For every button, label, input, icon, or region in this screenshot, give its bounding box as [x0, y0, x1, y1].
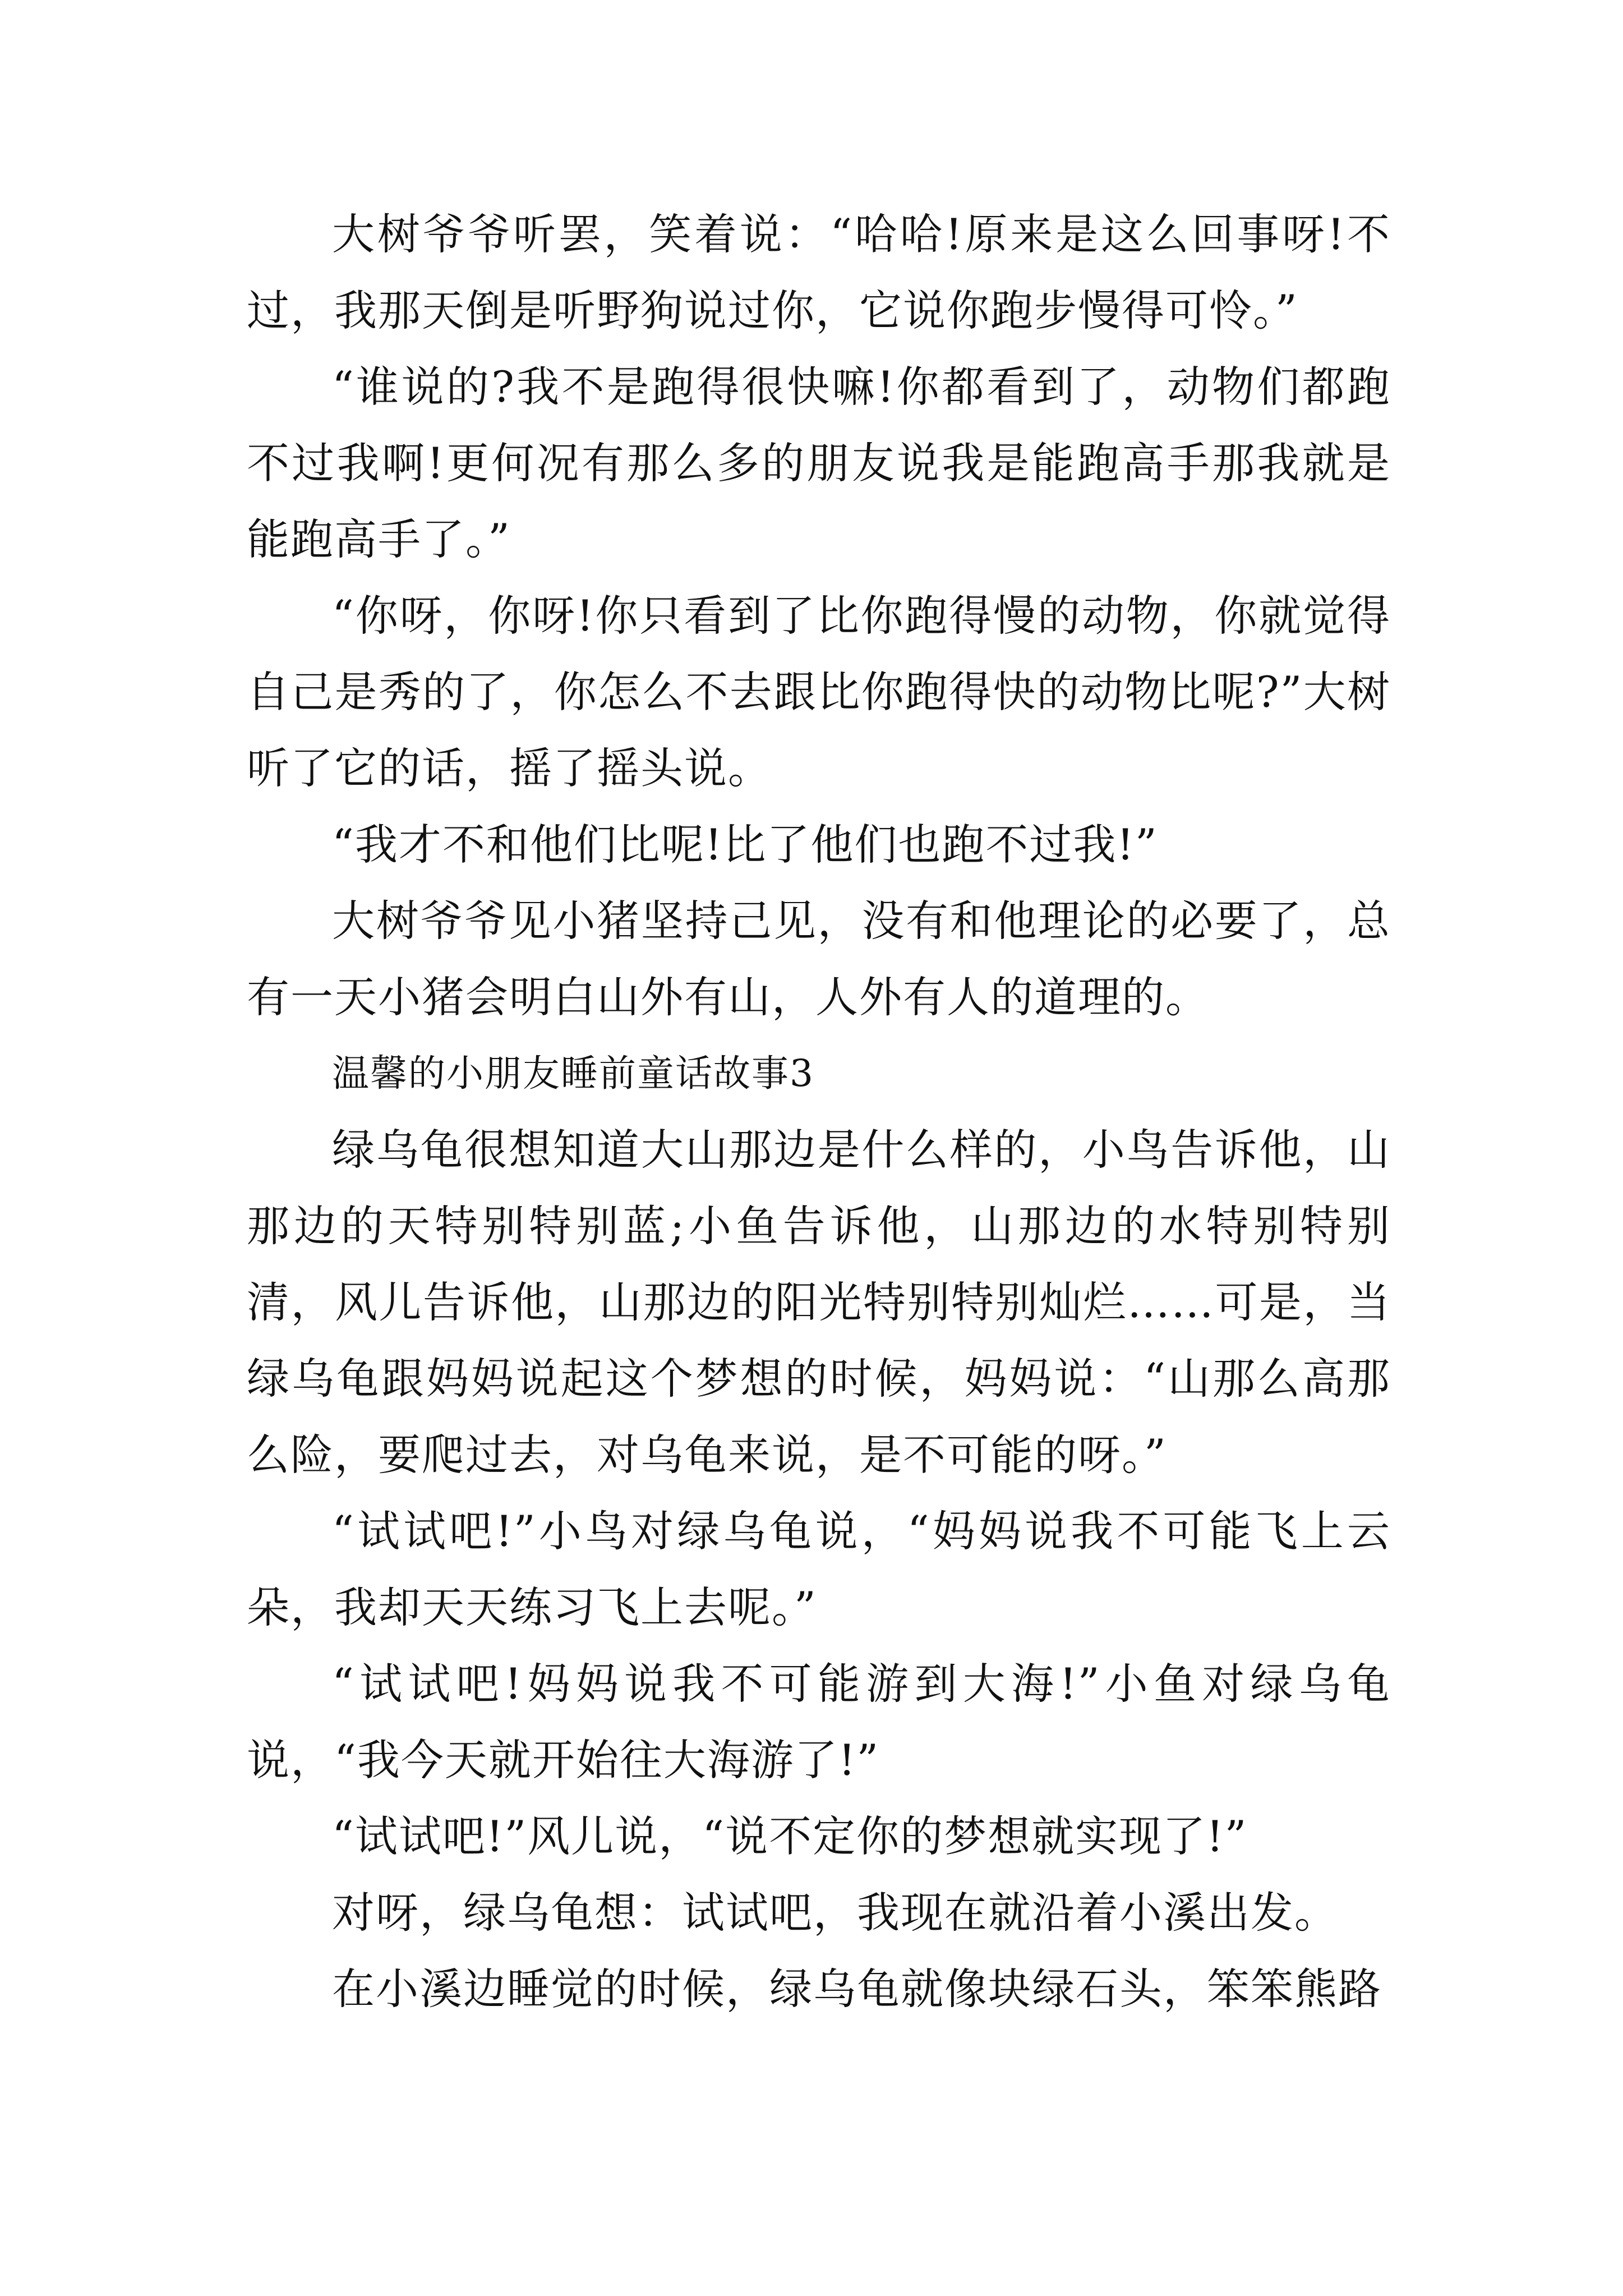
document-body — [247, 196, 1391, 2027]
section-heading: 温馨的小朋友睡前童话故事3 — [332, 1052, 814, 1095]
paragraph: 绿乌龟很想知道大山那边是什么样的，小鸟告诉他，山那边的天特别特别蓝;小鱼告诉他，山那边的水特别特别清，风儿告诉他，山那边的阳光特别特别灿烂……可是，当绿乌龟跟妈妈说起这个梦想的时候，妈妈说：“山那么高那么险，要爬过去，对乌龟来说，是不可能的呀。” — [247, 1125, 1391, 1480]
paragraph: “你呀，你呀!你只看到了比你跑得慢的动物，你就觉得自己是秀的了，你怎么不去跟比你跑得快的动物比呢?”大树听了它的话，摇了摇头说。 — [247, 591, 1391, 793]
paragraph: 在小溪边睡觉的时候，绿乌龟就像块绿石头，笨笨熊路 — [332, 1964, 1382, 2014]
paragraph: “我才不和他们比呢!比了他们也跑不过我!” — [332, 820, 1158, 869]
paragraph: 大树爷爷听罢，笑着说：“哈哈!原来是这么回事呀!不过，我那天倒是听野狗说过你，它说你跑步慢得可怜。” — [247, 209, 1391, 335]
paragraph: “试试吧!妈妈说我不可能游到大海!”小鱼对绿乌龟说，“我今天就开始往大海游了!” — [247, 1659, 1391, 1785]
paragraph: “试试吧!”风儿说，“说不定你的梦想就实现了!” — [332, 1811, 1248, 1861]
paragraph: 对呀，绿乌龟想：试试吧，我现在就沿着小溪出发。 — [332, 1888, 1338, 1938]
paragraph: “试试吧!”小鸟对绿乌龟说，“妈妈说我不可能飞上云朵，我却天天练习飞上去呢。” — [247, 1506, 1391, 1632]
paragraph: 大树爷爷见小猪坚持己见，没有和他理论的必要了，总有一天小猪会明白山外有山，人外有人的道理的。 — [247, 896, 1391, 1022]
paragraph: “谁说的?我不是跑得很快嘛!你都看到了，动物们都跑不过我啊!更何况有那么多的朋友说我是能跑高手那我就是能跑高手了。” — [247, 362, 1391, 564]
